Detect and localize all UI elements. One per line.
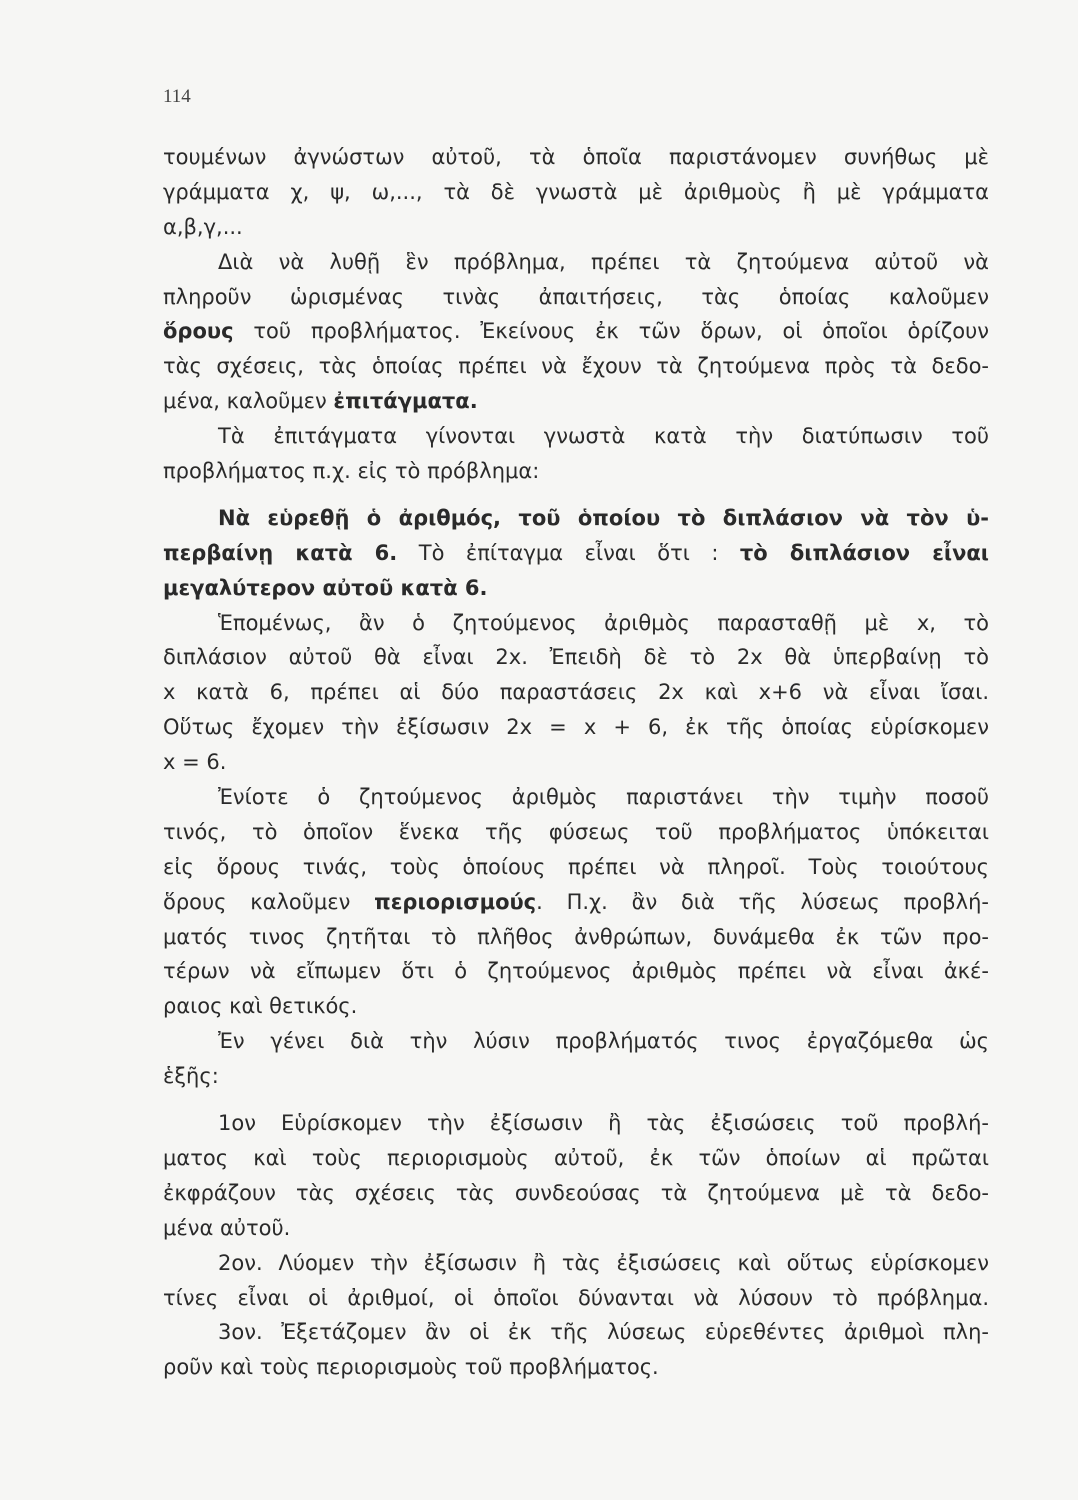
text-run: ματός τινος ζητῆται τὸ πλῆθος ἀνθρώπων, δυνάμεθα ἐκ τῶν προ- bbox=[163, 924, 989, 949]
paragraph-gap bbox=[163, 489, 989, 501]
text-run: μένα, καλοῦμεν bbox=[163, 389, 334, 414]
text-line bbox=[163, 954, 989, 989]
bold-text-run: Νὰ εὑρεθῇ ὁ ἀριθμός, τοῦ ὁποίου τὸ διπλάσιον νὰ τὸν ὑ- bbox=[218, 505, 989, 530]
text-run: . Π.χ. ἂν διὰ τῆς λύσεως προβλή- bbox=[536, 889, 989, 914]
text-line bbox=[163, 175, 989, 210]
text-run: διπλάσιον αὐτοῦ θὰ εἶναι 2x. Ἐπειδὴ δὲ τὸ 2x θὰ ὑπερβαίνῃ τὸ bbox=[163, 645, 989, 670]
text-line bbox=[163, 1176, 989, 1211]
text-line bbox=[163, 1024, 989, 1059]
text-run: ματος καὶ τοὺς περιορισμοὺς αὐτοῦ, ἐκ τῶν ὁποίων αἱ πρῶται bbox=[163, 1145, 989, 1170]
bold-text-run: περβαίνῃ κατὰ 6. bbox=[163, 540, 398, 565]
text-line bbox=[163, 536, 989, 571]
text-run: μένα αὐτοῦ. bbox=[163, 1215, 291, 1240]
body-text bbox=[163, 140, 989, 1385]
text-run: ἑξῆς: bbox=[163, 1064, 219, 1089]
text-line bbox=[163, 501, 989, 536]
text-line bbox=[163, 1106, 989, 1141]
text-line bbox=[163, 1350, 989, 1385]
text-run: 1ον Εὑρίσκομεν τὴν ἐξίσωσιν ἢ τὰς ἐξισώσεις τοῦ προβλή- bbox=[218, 1111, 989, 1136]
text-line bbox=[163, 1211, 989, 1246]
text-run: Οὕτως ἔχομεν τὴν ἐξίσωσιν 2x = x + 6, ἐκ τῆς ὁποίας εὑρίσκομεν bbox=[163, 715, 989, 740]
paragraph-gap bbox=[163, 1094, 989, 1106]
text-line bbox=[163, 140, 989, 175]
bold-text-run: περιορισμούς bbox=[374, 889, 537, 914]
text-line bbox=[163, 1059, 989, 1094]
text-line bbox=[163, 280, 989, 315]
text-line bbox=[163, 314, 989, 349]
text-line bbox=[163, 606, 989, 641]
text-run: 3ον. Ἐξετάζομεν ἂν οἱ ἐκ τῆς λύσεως εὑρεθέντες ἀριθμοὶ πλη- bbox=[218, 1320, 989, 1345]
page-number: 114 bbox=[163, 86, 191, 107]
text-run: Ἐν γένει διὰ τὴν λύσιν προβλήματός τινος ἐργαζόμεθα ὡς bbox=[218, 1029, 989, 1054]
text-run: τίνες εἶναι οἱ ἀριθμοί, οἱ ὁποῖοι δύνανται νὰ λύσουν τὸ πρόβλημα. bbox=[163, 1285, 989, 1310]
text-line bbox=[163, 454, 989, 489]
text-line bbox=[163, 384, 989, 419]
text-run: Ἐνίοτε ὁ ζητούμενος ἀριθμὸς παριστάνει τὴν τιμὴν ποσοῦ bbox=[218, 785, 989, 810]
text-line bbox=[163, 640, 989, 675]
text-run: Τὸ ἐπίταγμα εἶναι ὅτι : bbox=[397, 540, 740, 565]
bold-text-run: ὅρους bbox=[163, 319, 234, 344]
text-line bbox=[163, 1141, 989, 1176]
text-run: τινός, τὸ ὁποῖον ἕνεκα τῆς φύσεως τοῦ προβλήματος ὑπόκειται bbox=[163, 819, 989, 844]
text-run: Τὰ ἐπιτάγματα γίνονται γνωστὰ κατὰ τὴν διατύπωσιν τοῦ bbox=[218, 424, 989, 449]
text-run: τουμένων ἀγνώστων αὐτοῦ, τὰ ὁποῖα παριστάνομεν συνήθως μὲ bbox=[163, 145, 989, 169]
text-line bbox=[163, 1281, 989, 1316]
text-line bbox=[163, 885, 989, 920]
text-line bbox=[163, 780, 989, 815]
bold-text-run: μεγαλύτερον αὐτοῦ κατὰ 6. bbox=[163, 575, 488, 600]
text-run: τὰς σχέσεις, τὰς ὁποίας πρέπει νὰ ἔχουν τὰ ζητούμενα πρὸς τὰ δεδο- bbox=[163, 354, 989, 379]
text-run: 2ον. Λύομεν τὴν ἐξίσωσιν ἢ τὰς ἐξισώσεις καὶ οὕτως εὑρίσκομεν bbox=[218, 1250, 989, 1275]
text-run: τέρων νὰ εἴπωμεν ὅτι ὁ ζητούμενος ἀριθμὸς πρέπει νὰ εἶναι ἀκέ- bbox=[163, 959, 989, 984]
text-run: Διὰ νὰ λυθῇ ἓν πρόβλημα, πρέπει τὰ ζητούμενα αὐτοῦ νὰ bbox=[218, 249, 989, 274]
bold-text-run: ἐπιτάγματα. bbox=[333, 389, 478, 414]
text-run: ἐκφράζουν τὰς σχέσεις τὰς συνδεούσας τὰ ζητούμενα μὲ τὰ δεδο- bbox=[163, 1180, 989, 1205]
text-run: x = 6. bbox=[163, 750, 227, 775]
text-line bbox=[163, 850, 989, 885]
text-run: x κατὰ 6, πρέπει αἱ δύο παραστάσεις 2x καὶ x+6 νὰ εἶναι ἴσαι. bbox=[163, 680, 989, 705]
text-run: ὅρους καλοῦμεν bbox=[163, 889, 375, 914]
text-line bbox=[163, 675, 989, 710]
text-line bbox=[163, 920, 989, 955]
text-run: α,β,γ,... bbox=[163, 214, 243, 239]
text-line bbox=[163, 1246, 989, 1281]
text-line bbox=[163, 1315, 989, 1350]
text-run: Ἑπομένως, ἂν ὁ ζητούμενος ἀριθμὸς παρασταθῇ μὲ x, τὸ bbox=[218, 610, 989, 635]
text-run: τοῦ προβλήματος. Ἐκείνους ἐκ τῶν ὅρων, οἱ ὁποῖοι ὁρίζουν bbox=[233, 319, 989, 344]
text-run: προβλήματος π.χ. εἰς τὸ πρόβλημα: bbox=[163, 459, 540, 484]
text-run: ροῦν καὶ τοὺς περιορισμοὺς τοῦ προβλήματος. bbox=[163, 1355, 659, 1380]
text-line bbox=[163, 419, 989, 454]
text-line bbox=[163, 210, 989, 245]
text-line bbox=[163, 815, 989, 850]
text-run: πληροῦν ὡρισμένας τινὰς ἀπαιτήσεις, τὰς ὁποίας καλοῦμεν bbox=[163, 284, 989, 309]
text-run: ραιος καὶ θετικός. bbox=[163, 994, 358, 1019]
text-line bbox=[163, 349, 989, 384]
text-line bbox=[163, 745, 989, 780]
text-line bbox=[163, 710, 989, 745]
text-line bbox=[163, 989, 989, 1024]
text-line bbox=[163, 571, 989, 606]
text-run: εἰς ὅρους τινάς, τοὺς ὁποίους πρέπει νὰ πληροῖ. Τοὺς τοιούτους bbox=[163, 854, 989, 879]
text-run: γράμματα χ, ψ, ω,..., τὰ δὲ γνωστὰ μὲ ἀριθμοὺς ἢ μὲ γράμματα bbox=[163, 179, 989, 204]
text-line bbox=[163, 245, 989, 280]
bold-text-run: τὸ διπλάσιον εἶναι bbox=[739, 540, 989, 565]
